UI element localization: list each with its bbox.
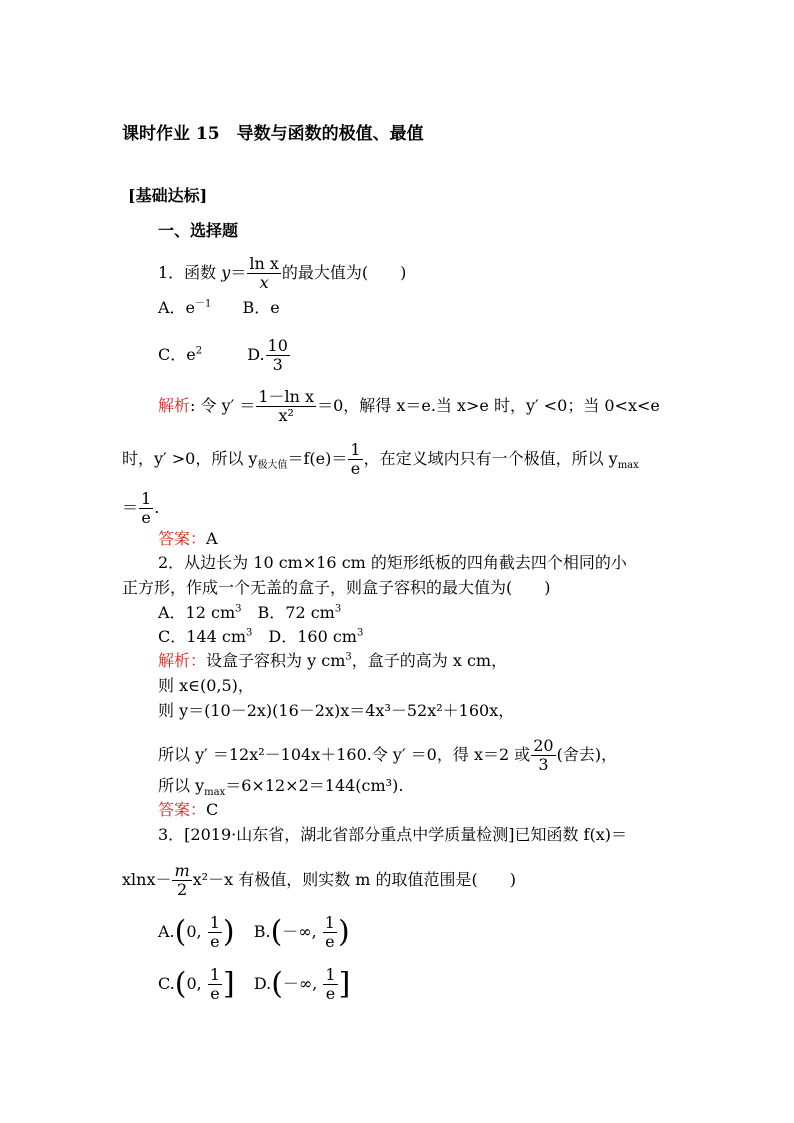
q2-jiexi-5a: 所以 y — [158, 776, 205, 795]
q3-option-a-open: ( — [174, 914, 187, 950]
q1-jiexi-2-num: 1 — [350, 440, 361, 459]
q1-answer — [158, 529, 218, 549]
q3-option-a-left: 0, — [186, 922, 202, 941]
q3-option-a-frac — [208, 914, 222, 951]
q3-option-a-num: 1 — [209, 913, 220, 932]
q2-stem-line2: 正方形，作成一个无盖的盒子，则盒子容积的最大值为( ) — [122, 578, 551, 597]
q3-option-b-close: ) — [337, 914, 350, 950]
q1-frac-num: ln x — [249, 254, 279, 273]
q1-jiexi-3-num: 1 — [141, 489, 152, 508]
q3-stem-frac — [172, 862, 191, 899]
q2-option-b-sup: 3 — [334, 603, 342, 615]
q1-jiexi-1a: : 令 y′ ＝ — [190, 396, 256, 415]
q1-option-a: A．e — [158, 298, 196, 317]
q3-option-b-open: ( — [270, 914, 283, 950]
q3-stem-line2 — [122, 862, 516, 899]
q1-jiexi-2c: ，在定义域内只有一个极值，所以 y — [363, 449, 618, 468]
q1-jiexi-1-den: x² — [278, 406, 294, 425]
q2-answer-label: 答案： — [158, 800, 207, 819]
q3-stem-num: m — [174, 861, 190, 880]
q3-option-c-den: e — [210, 984, 220, 1003]
q1-answer-value: A — [206, 529, 218, 548]
q3-stem-den: 2 — [176, 880, 188, 899]
q2-options-ab — [158, 603, 341, 623]
q1-jiexi-2-den: e — [350, 459, 361, 478]
q2-jiexi-5-sub: max — [204, 787, 226, 799]
q2-jiexi-line3: 则 y＝(10－2x)(16－2x)x＝4x³－52x²＋160x， — [158, 701, 515, 720]
q3-option-c-open: ( — [174, 966, 187, 1002]
q1-jiexi-3a: ＝ — [122, 498, 139, 517]
section-heading: [基础达标] — [128, 186, 208, 205]
q1-option-c: C．e — [158, 345, 196, 364]
q1-jiexi-3b: . — [154, 498, 160, 517]
q1-jiexi-1b: ＝0，解得 x＝e.当 x>e 时，y′ <0；当 0<x<e — [317, 396, 660, 415]
q3-options-cd — [158, 966, 350, 1003]
q2-jiexi-4-frac — [531, 737, 555, 774]
q2-jiexi-5b: ＝6×12×2＝144(cm³). — [225, 776, 404, 795]
q1-option-a-sup: －1 — [195, 298, 212, 310]
q3-option-b-frac — [323, 914, 337, 951]
q3-options-ab — [158, 914, 350, 951]
q3-option-a-close: ) — [222, 914, 235, 950]
q2-stem-line1: 2．从边长为 10 cm×16 cm 的矩形纸板的四角截去四个相同的小 — [158, 553, 627, 572]
q2-option-a-sup: 3 — [235, 603, 242, 615]
q1-answer-label: 答案： — [158, 529, 207, 548]
q2-option-a: A．12 cm — [158, 603, 236, 622]
q2-jiexi-line2: 则 x∈(0,5)， — [158, 676, 254, 695]
q3-option-d-den: e — [325, 984, 336, 1003]
q2-jiexi-line4 — [158, 737, 617, 774]
q3-option-d-close: ] — [338, 966, 351, 1002]
q2-answer-value: C — [206, 800, 219, 819]
q1-stem-prefix: 1．函数 — [158, 263, 222, 282]
q1-option-d-den: 3 — [272, 355, 283, 374]
q3-option-c-num: 1 — [209, 965, 221, 984]
q1-jiexi-line3 — [122, 490, 159, 527]
q3-option-a-den: e — [210, 932, 220, 951]
q2-jiexi-line1 — [158, 651, 507, 671]
q1-jiexi-label: 解析 — [158, 396, 191, 415]
q3-option-d-num: 1 — [325, 965, 336, 984]
q3-option-d-open: ( — [271, 966, 283, 1002]
q3-option-c-label: C. — [158, 974, 175, 993]
q2-jiexi-4a: 所以 y′ ＝12x²－104x＋160.令 y′ ＝0，得 x＝2 或 — [158, 745, 531, 764]
q1-jiexi-line1 — [158, 388, 660, 425]
q3-option-b-num: 1 — [324, 913, 335, 932]
q3-option-c-close: ] — [223, 966, 235, 1002]
q3-option-d-frac — [323, 966, 337, 1003]
q2-jiexi-1a: 设盒子容积为 y cm — [206, 651, 346, 670]
q3-stem-line1: 3．[2019·山东省，湖北省部分重点中学质量检测]已知函数 f(x)＝ — [158, 825, 627, 844]
q1-eq: ＝ — [230, 263, 247, 282]
q2-jiexi-1b: ，盒子的高为 x cm， — [351, 651, 508, 670]
q2-answer — [158, 800, 218, 820]
q3-option-c-left: 0, — [186, 974, 202, 993]
q3-stem-2b: x²－x 有极值，则实数 m 的取值范围是( ) — [192, 870, 517, 889]
q1-jiexi-2-frac — [348, 441, 362, 478]
q3-option-d-label: D. — [253, 974, 272, 993]
q2-jiexi-1-sup: 3 — [345, 651, 352, 663]
q1-fraction — [247, 255, 281, 292]
q1-jiexi-1-frac — [256, 388, 316, 425]
q1-option-d-num: 10 — [267, 336, 288, 355]
q1-jiexi-2-sub2: max — [617, 460, 639, 472]
page-title: 课时作业 15 导数与函数的极值、最值 — [122, 124, 424, 144]
q3-option-b-left: －∞, — [282, 922, 317, 941]
q2-option-d: D．160 cm — [252, 627, 357, 646]
q1-jiexi-1-num: 1－ln x — [258, 387, 315, 406]
q3-stem-2a: xlnx－ — [122, 870, 172, 889]
q1-stem-suffix: 的最大值为( ) — [281, 263, 407, 282]
q1-option-d-frac — [266, 337, 290, 374]
q2-jiexi-4-num: 20 — [533, 736, 554, 755]
q1-option-d: D. — [247, 345, 265, 364]
q1-jiexi-3-frac — [139, 490, 153, 527]
q3-option-a-label: A. — [158, 922, 175, 941]
q3-option-b-den: e — [325, 932, 335, 951]
q2-option-b: B．72 cm — [241, 603, 335, 622]
q1-jiexi-3-den: e — [141, 508, 151, 527]
q3-option-c-frac — [208, 966, 222, 1003]
q1-stem — [158, 255, 406, 292]
q1-jiexi-2a: 时，y′ >0，所以 y — [122, 449, 258, 468]
q2-options-cd — [158, 627, 363, 647]
q3-option-b-label: B. — [253, 922, 271, 941]
q2-option-c: C．144 cm — [158, 627, 247, 646]
q1-y: y — [221, 263, 231, 282]
q1-options-ab — [158, 298, 280, 318]
q1-jiexi-line2 — [122, 441, 639, 478]
q1-options-cd — [158, 337, 291, 374]
q2-jiexi-label: 解析： — [158, 651, 207, 670]
q2-option-d-sup: 3 — [356, 627, 364, 639]
q1-jiexi-2-sub: 极大值 — [257, 460, 288, 472]
q1-jiexi-2b: ＝f(e)＝ — [287, 449, 348, 468]
q3-option-d-left: －∞, — [282, 974, 318, 993]
q2-option-c-sup: 3 — [246, 627, 253, 639]
q1-option-c-sup: 2 — [195, 345, 203, 357]
part-heading: 一、选择题 — [158, 221, 239, 240]
q1-frac-den: x — [259, 273, 269, 292]
q2-jiexi-line5 — [158, 776, 404, 799]
q2-jiexi-4b: (舍去)， — [556, 745, 618, 764]
q2-jiexi-4-den: 3 — [538, 755, 549, 774]
q1-option-b: B．e — [242, 298, 280, 317]
